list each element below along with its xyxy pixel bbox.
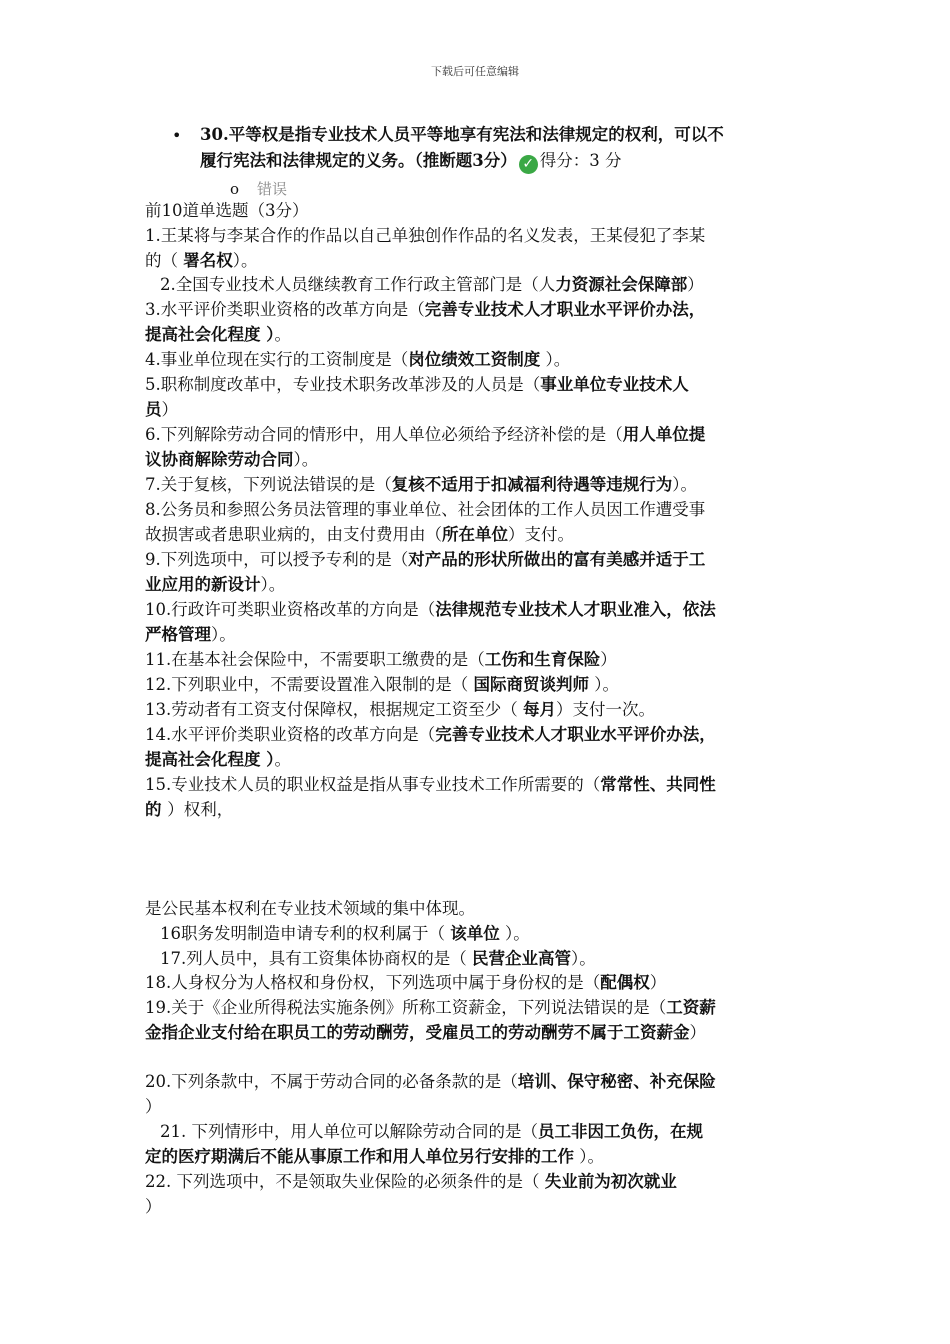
answer-text: 署名权 <box>183 251 233 270</box>
question-text: 9.下列选项中，可以授予专利的是（ <box>145 550 409 569</box>
question-text: ）。 <box>293 450 319 469</box>
page-header: 下载后可任意编辑 <box>431 65 519 78</box>
question-text: ）。 <box>574 1147 604 1166</box>
answer-text: 配偶权 <box>600 973 650 992</box>
answer-text: 力资源社会保障部 <box>555 275 688 294</box>
section-title: 前10道单选题（3分） <box>145 201 309 220</box>
question-text: 16职务发明制造申请专利的权利属于（ <box>160 924 451 943</box>
answer-text: 每月 <box>523 700 556 719</box>
question-line-q1b <box>145 250 258 274</box>
answer-text: 错误 <box>257 180 288 198</box>
answer-text: 培训、保守秘密、补充保险 <box>517 1072 716 1091</box>
answer-text: 事业单位专业技术人 <box>540 375 689 394</box>
answer-text: 定的医疗期满后不能从事原工作和用人单位另行安排的工作 <box>145 1147 574 1166</box>
question-line-q4 <box>145 349 570 373</box>
question-text: 故损害或者患职业病的，由支付费用由（ <box>145 525 442 544</box>
question-text: ）。 <box>672 475 697 494</box>
answer-text: 对产品的形状所做出的富有美感并适于工 <box>408 550 706 569</box>
question-line-q22a <box>145 1171 677 1195</box>
answer-text: 国际商贸谈判师 <box>473 675 589 694</box>
question-text: ）。 <box>499 924 530 943</box>
question-text: 19.关于《企业所得税法实施条例》所称工资薪金，下列说法错误的是（ <box>145 998 667 1017</box>
question-line-q5b <box>145 399 178 423</box>
question-text: 12.下列职业中，不需要设置准入限制的是（ <box>145 675 474 694</box>
question-text: ）支付。 <box>508 525 574 544</box>
q30-line2 <box>200 150 621 174</box>
answer-text: 业应用的新设计 <box>145 575 261 594</box>
question-line-q10a <box>145 599 716 623</box>
question-text: ） <box>145 1197 162 1216</box>
question-text: 。 <box>274 325 291 344</box>
answer-text: 完善专业技术人才职业水平评价办法， <box>435 725 716 744</box>
question-line-q9b <box>145 574 285 598</box>
question-text: 8.公务员和参照公务员法管理的事业单位、社会团体的工作人员因工作遭受事 <box>145 500 706 519</box>
question-text: ）。 <box>589 675 619 694</box>
question-line-q14b <box>145 749 291 773</box>
question-text: ）权利， <box>167 800 234 819</box>
answer-text: 常常性、共同性 <box>600 775 716 794</box>
question-line-q22b <box>145 1196 162 1220</box>
question-line-q13 <box>145 699 655 723</box>
answer-text: 员 <box>145 400 162 419</box>
question-line-q8b <box>145 524 574 548</box>
question-line-q7 <box>145 474 697 498</box>
question-line-q17 <box>160 948 596 972</box>
question-text: 4.事业单位现在实行的工资制度是（ <box>145 350 409 369</box>
answer-row <box>230 178 287 200</box>
question-line-q3a <box>145 299 705 323</box>
question-line-q15b <box>145 799 233 823</box>
answer-text: 岗位绩效工资制度 <box>408 350 541 369</box>
q30-score: 得分：3 分 <box>539 151 622 170</box>
answer-text: 所在单位 <box>442 525 508 544</box>
answer-text: 复核不适用于扣减福利待遇等违规行为 <box>391 475 673 494</box>
question-text: 15.专业技术人员的职业权益是指从事专业技术工作所需要的（ <box>145 775 601 794</box>
answer-text: 该单位 <box>450 924 500 943</box>
question-line-q6a <box>145 424 705 448</box>
check-circle-icon: ✓ <box>519 155 538 174</box>
question-line-q1a <box>145 225 705 249</box>
question-line-q18 <box>145 972 666 996</box>
question-text: 是公民基本权利在专业技术领域的集中体现。 <box>145 899 475 918</box>
question-text: 10.行政许可类职业资格改革的方向是（ <box>145 600 436 619</box>
question-text: ）。 <box>540 350 571 369</box>
question-text: 11.在基本社会保险中，不需要职工缴费的是（ <box>145 650 485 669</box>
question-line-q12 <box>145 674 619 698</box>
answer-text: 工伤和生育保险 <box>484 650 601 669</box>
question-text: ）支付一次。 <box>556 700 655 719</box>
question-text: 7.关于复核，下列说法错误的是（ <box>145 475 392 494</box>
question-text: 2.全国专业技术人员继续教育工作行政主管部门是（人 <box>160 275 556 294</box>
question-line-q8a <box>145 499 705 523</box>
question-text: ）。 <box>571 949 596 968</box>
question-text: ） <box>649 973 667 992</box>
question-line-q21a <box>160 1121 703 1145</box>
question-text: ）。 <box>211 625 236 644</box>
question-line-q20a <box>145 1071 716 1095</box>
question-line-q15a <box>145 774 716 798</box>
question-line-q9a <box>145 549 705 573</box>
q30-line1: 30.平等权是指专业技术人员平等地享有宪法和法律规定的权利，可以不 <box>200 125 724 144</box>
question-text: 17.列人员中，具有工资集体协商权的是（ <box>160 949 472 968</box>
answer-text: 议协商解除劳动合同 <box>145 450 294 469</box>
question-text: ）。 <box>232 251 258 270</box>
question-text: 21. 下列情形中，用人单位可以解除劳动合同的是（ <box>160 1122 538 1141</box>
question-text: 的（ <box>145 251 184 270</box>
question-text: 18.人身权分为人格权和身份权，下列选项中属于身份权的是（ <box>145 973 601 992</box>
question-text: ） <box>145 1097 162 1116</box>
question-text: ） <box>161 400 178 419</box>
answer-text: 工资薪 <box>666 998 716 1017</box>
question-line-q6b <box>145 449 318 473</box>
question-text: 20.下列条款中，不属于劳动合同的必备条款的是（ <box>145 1072 518 1091</box>
question-line-q10b <box>145 624 236 648</box>
question-line-q2 <box>160 274 704 298</box>
answer-text: 的 <box>145 800 168 819</box>
answer-text: 用人单位提 <box>622 425 706 444</box>
question-text: ） <box>689 1023 706 1042</box>
sub-bullet-marker: o <box>230 180 240 198</box>
question-text: 13.劳动者有工资支付保障权，根据规定工资至少（ <box>145 700 523 719</box>
question-line-q14a <box>145 724 716 748</box>
answer-text: 法律规范专业技术人才职业准入，依法 <box>435 600 716 619</box>
answer-text: 提高社会化程度 ） <box>145 325 275 344</box>
question-text: ）。 <box>260 575 286 594</box>
answer-text: 失业前为初次就业 <box>544 1172 677 1191</box>
answer-text: 金指企业支付给在职员工的劳动酬劳，受雇员工的劳动酬劳不属于工资薪金 <box>145 1023 690 1042</box>
question-text: 5.职称制度改革中，专业技术职务改革涉及的人员是（ <box>145 375 541 394</box>
question-line-q3b <box>145 324 291 348</box>
question-line-q19a <box>145 997 716 1021</box>
question-text: 22. 下列选项中，不是领取失业保险的必须条件的是（ <box>145 1172 545 1191</box>
question-line-q15c <box>145 898 475 922</box>
answer-text: 提高社会化程度 ） <box>145 750 275 769</box>
q30-question: 履行宪法和法律规定的义务。（推断题3分） <box>200 151 517 170</box>
question-text: 。 <box>274 750 291 769</box>
question-line-q11 <box>145 649 617 673</box>
question-text: 6.下列解除劳动合同的情形中，用人单位必须给予经济补偿的是（ <box>145 425 623 444</box>
question-text: ） <box>600 650 617 669</box>
question-line-q19b <box>145 1022 706 1046</box>
answer-text: 员工非因工负伤，在规 <box>538 1122 703 1141</box>
question-text: ） <box>687 275 704 294</box>
answer-text: 完善专业技术人才职业水平评价办法， <box>424 300 706 319</box>
answer-text: 民营企业高管 <box>472 949 571 968</box>
question-line-q5a <box>145 374 689 398</box>
answer-text: 严格管理 <box>145 625 211 644</box>
question-line-q20b <box>145 1096 162 1120</box>
question-text: 3.水平评价类职业资格的改革方向是（ <box>145 300 425 319</box>
bullet-icon: • <box>172 126 182 145</box>
question-line-q16 <box>160 923 530 947</box>
question-text: 1.王某将与李某合作的作品以自己单独创作作品的名义发表，王某侵犯了李某 <box>145 226 706 245</box>
question-text: 14.水平评价类职业资格的改革方向是（ <box>145 725 436 744</box>
question-line-q21b <box>145 1146 604 1170</box>
